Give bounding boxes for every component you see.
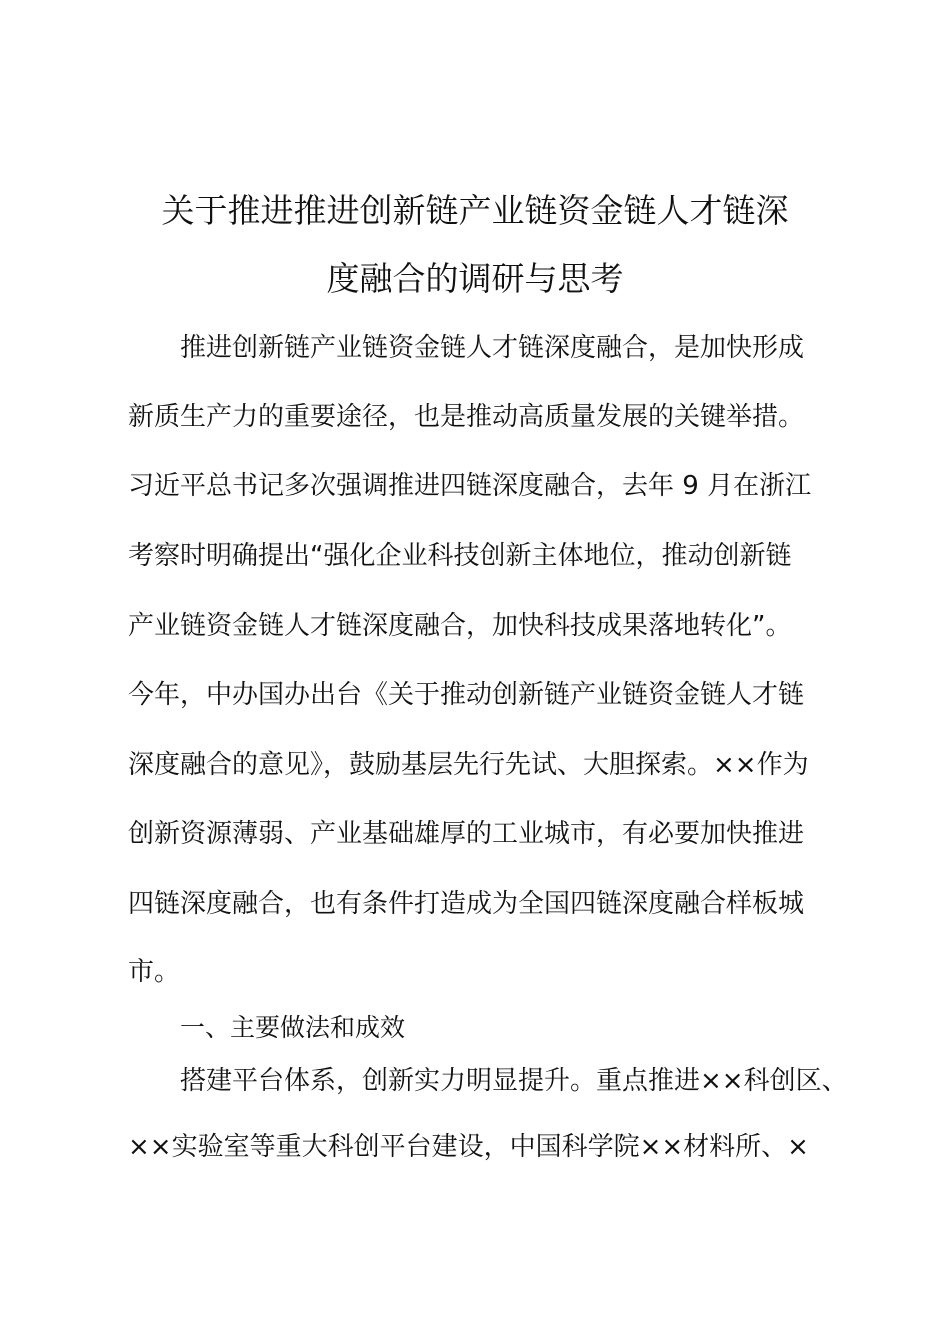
intro-line-4: 考察时明确提出“强化企业科技创新主体地位，推动创新链 (128, 541, 792, 571)
intro-line-1: 推进创新链产业链资金链人才链深度融合，是加快形成 (180, 333, 805, 363)
intro-line-5: 产业链资金链人才链深度融合，加快科技成果落地转化”。 (128, 611, 792, 641)
intro-line-7: 深度融合的意见》，鼓励基层先行先试、大胆探索。××作为 (128, 750, 809, 780)
section-line-2: ××实验室等重大科创平台建设，中国科学院××材料所、× (128, 1132, 809, 1162)
intro-line-10: 市。 (128, 957, 181, 987)
section-heading: 一、主要做法和成效 (180, 1013, 406, 1042)
section-line-1: 搭建平台体系，创新实力明显提升。重点推进××科创区、 (180, 1066, 848, 1096)
intro-line-2: 新质生产力的重要途径，也是推动高质量发展的关键举措。 (128, 402, 805, 432)
intro-line-9: 四链深度融合，也有条件打造成为全国四链深度融合样板城 (128, 889, 805, 919)
intro-line-8: 创新资源薄弱、产业基础雄厚的工业城市，有必要加快推进 (128, 819, 805, 849)
document-title-line-2: 度融合的调研与思考 (326, 259, 624, 298)
document-title-line-1: 关于推进推进创新链产业链资金链人才链深 (161, 191, 789, 230)
intro-line-6: 今年，中办国办出台《关于推动创新链产业链资金链人才链 (128, 680, 805, 710)
intro-line-3: 习近平总书记多次强调推进四链深度融合，去年 9 月在浙江 (128, 471, 812, 501)
